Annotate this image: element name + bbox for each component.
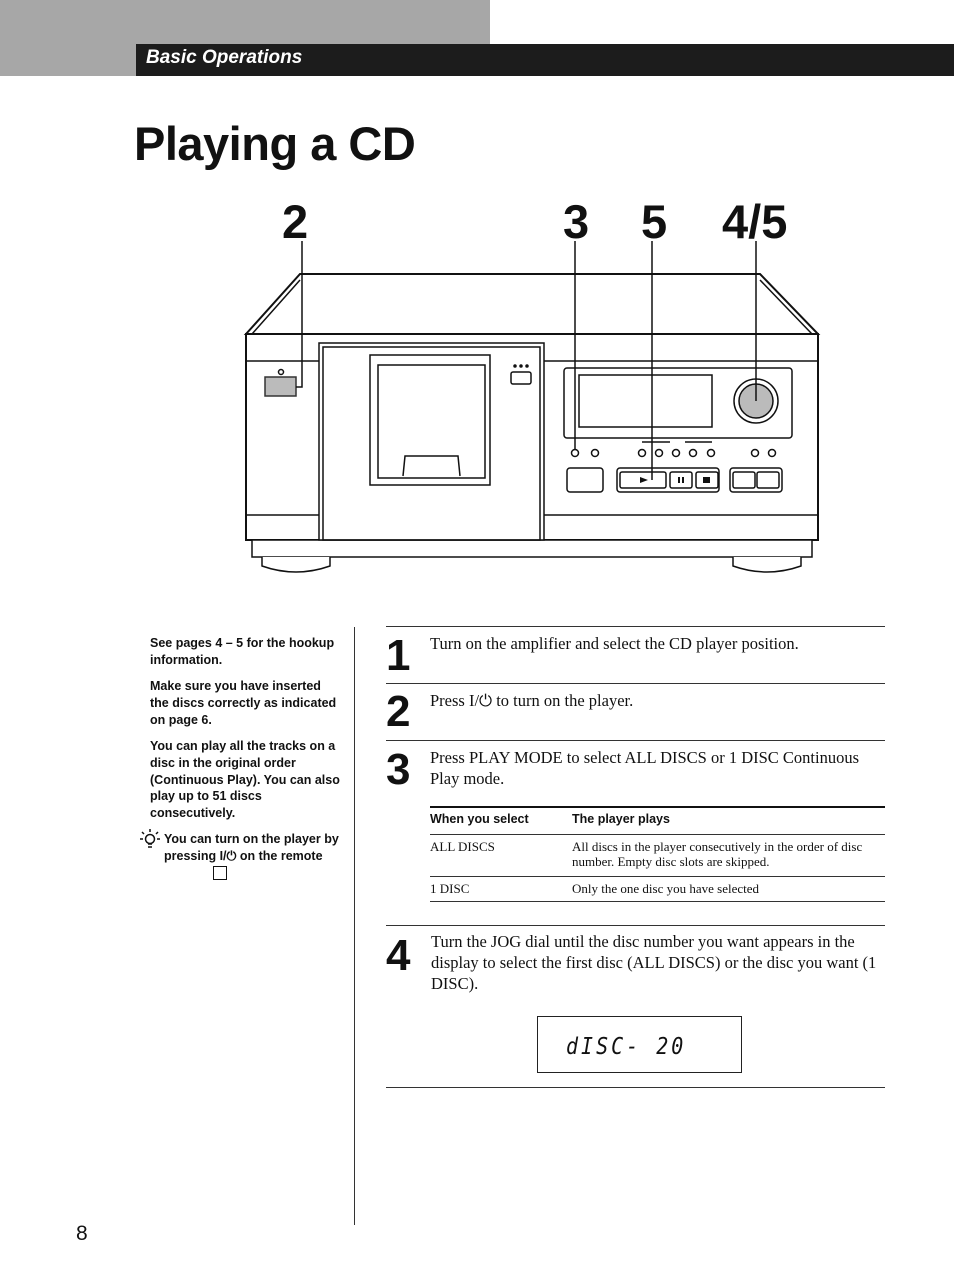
table-cell: ALL DISCS [430,839,495,854]
page-title: Playing a CD [134,117,416,170]
tip-lightbulb-icon [140,828,160,850]
step-3-text: Press PLAY MODE to select ALL DISCS or 1 DISC Continuous Play mode. [430,748,860,788]
table-top-rule [430,806,885,808]
note-hookup: See pages 4 – 5 for the hookup information. [150,636,335,667]
callout-3: 3 [563,195,590,248]
table-header-plays: The player plays [572,812,670,826]
table-cell: 1 DISC [430,881,470,896]
note-continuous-play: You can play all the tracks on a disc in the original order (Continuous Play). You can also play up to 51 discs consecutively. [150,739,340,821]
step-4-number: 4 [386,931,411,980]
remote-icon [213,866,227,880]
table-rule [430,834,885,835]
page-number: 8 [76,1222,88,1245]
section-title: Basic Operations [146,47,303,68]
callout-4-5: 4/5 [722,195,788,248]
step-1-number: 1 [386,631,411,680]
step-1-text: Turn on the amplifier and select the CD player position. [430,634,799,653]
step-rule [386,740,885,741]
note-insert-discs: Make sure you have inserted the discs correctly as indicated on page 6. [150,679,337,727]
column-divider [354,627,355,1225]
table-cell: All discs in the player consecutively in the order of disc number. Empty disc slots are skipped. [572,839,863,869]
step-3-number: 3 [386,745,411,794]
tip-remote-power: You can turn on the player by pressing I/⏻ on the remote [164,832,339,863]
step-rule [386,925,885,926]
step-4-text: Turn the JOG dial until the disc number you want appears in the display to select the first disc (ALL DISCS) or the disc you want (1 DISC). [431,932,877,993]
table-header-select: When you select [430,812,529,826]
step-2-number: 2 [386,687,411,736]
callout-2: 2 [282,195,309,248]
display-text: dISC- 20 [566,1032,687,1060]
step-rule [386,1087,885,1088]
table-cell: Only the one disc you have selected [572,881,759,896]
step-rule [386,683,885,684]
cd-player-illustration [0,0,954,600]
table-rule [430,876,885,877]
callout-5: 5 [641,195,668,248]
display-readout [537,1016,742,1073]
step-2-text: Press I/⏻ to turn on the player. [430,691,634,710]
table-rule [430,901,885,902]
step-rule [386,626,885,627]
